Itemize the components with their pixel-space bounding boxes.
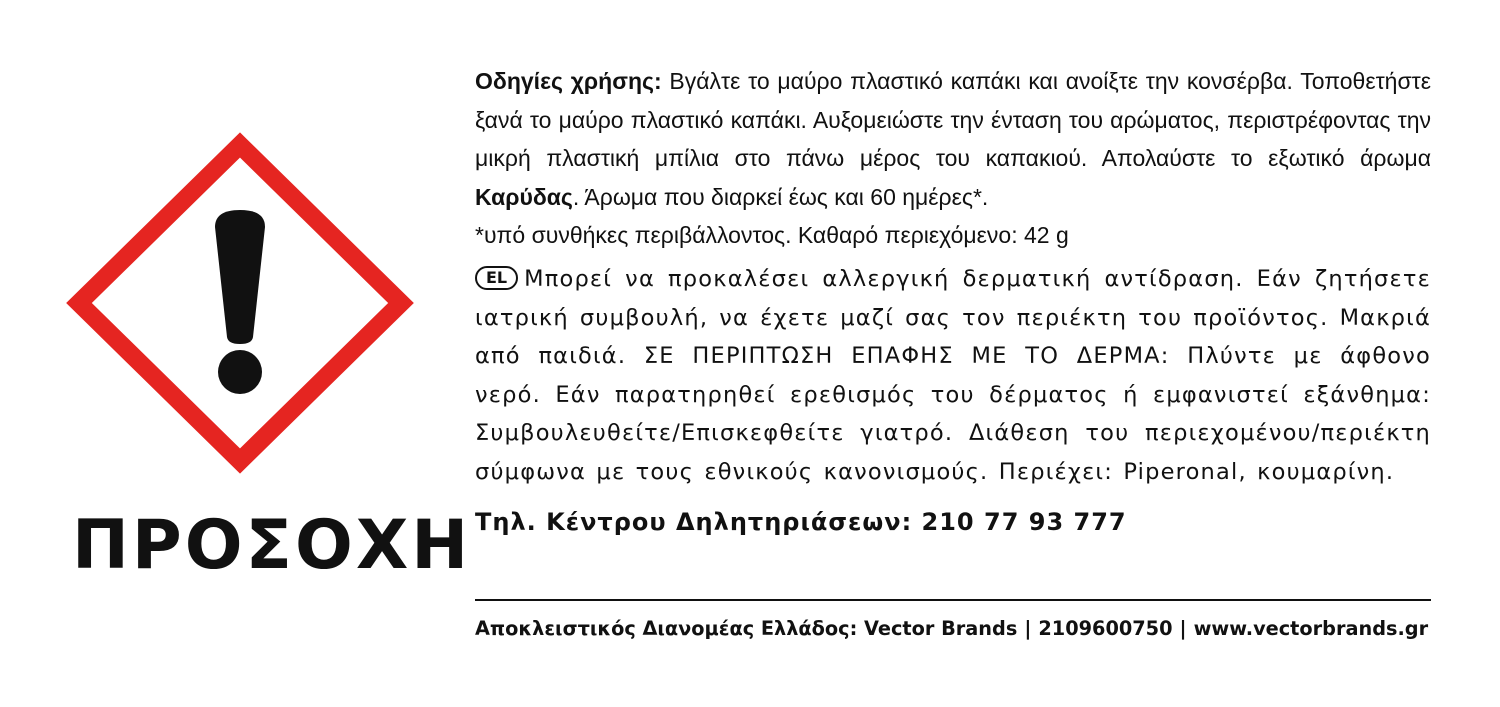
signal-word: ΠΡΟΣΟΧΗ [72,506,472,585]
scent-name: Καρύδας [475,183,573,210]
distributor-phone: 2109600750 [1038,617,1173,640]
exclamation-dot [218,350,262,394]
distributor-footer [475,614,1431,644]
hazard-statements [475,260,1431,491]
usage-duration: . Άρωμα που διαρκεί έως και 60 ημέρες*. [572,183,989,210]
language-badge: EL [475,266,518,290]
footnote: *υπό συνθήκες περιβάλλοντος. Καθαρό περιεχόμενο: 42 g [475,222,1069,248]
distributor-name: Αποκλειστικός Διανομέας Ελλάδος: Vector Brands [475,617,1018,640]
ghs-exclamation-mark-icon [66,132,414,474]
distributor-website[interactable]: www.vectorbrands.gr [1193,617,1429,640]
usage-label: Οδηγίες χρήσης: [475,68,662,94]
footer-divider [475,599,1431,601]
usage-instructions [475,62,1431,216]
usage-text: Βγάλτε το μαύρο πλαστικό καπάκι και ανοίξτε την κονσέρβα. Τοποθετήστε ξανά το μαύρο πλαστικό καπάκι. Αυξομειώστε την ένταση του αρώματος, περιστρέφοντας την μικρή πλαστική μπίλια στο πάνω μέρος του καπακιού. Απολαύστε το εξωτικό άρωμα [475,68,1431,171]
footer-separator: | [1179,617,1187,640]
label-text-block [475,62,1431,539]
hazard-text: Μπορεί να προκαλέσει αλλεργική δερματική αντίδραση. Εάν ζητήσετε ιατρική συμβουλή, να έχετε μαζί σας τον περιέκτη του προϊόντος. Μακριά από παιδιά. ΣΕ ΠΕΡΙΠΤΩΣΗ ΕΠΑΦΗΣ ΜΕ ΤΟ ΔΕΡΜΑ: Πλύντε με άφθονο νερό. Εάν παρατηρηθεί ερεθισμός του δέρματος ή εμφανιστεί εξάνθημα: Συμβουλευθείτε/Επισκεφθείτε γιατρό. Διάθεση του περιεχομένου/περιέκτη σύμφωνα με τους εθνικούς κανονισμούς. Περιέχει: Piperonal, κουμαρίνη. [475,266,1431,485]
poison-center-phone: Τηλ. Κέντρου Δηλητηριάσεων: 210 77 93 777 [475,508,1127,536]
footer-separator: | [1024,617,1032,640]
